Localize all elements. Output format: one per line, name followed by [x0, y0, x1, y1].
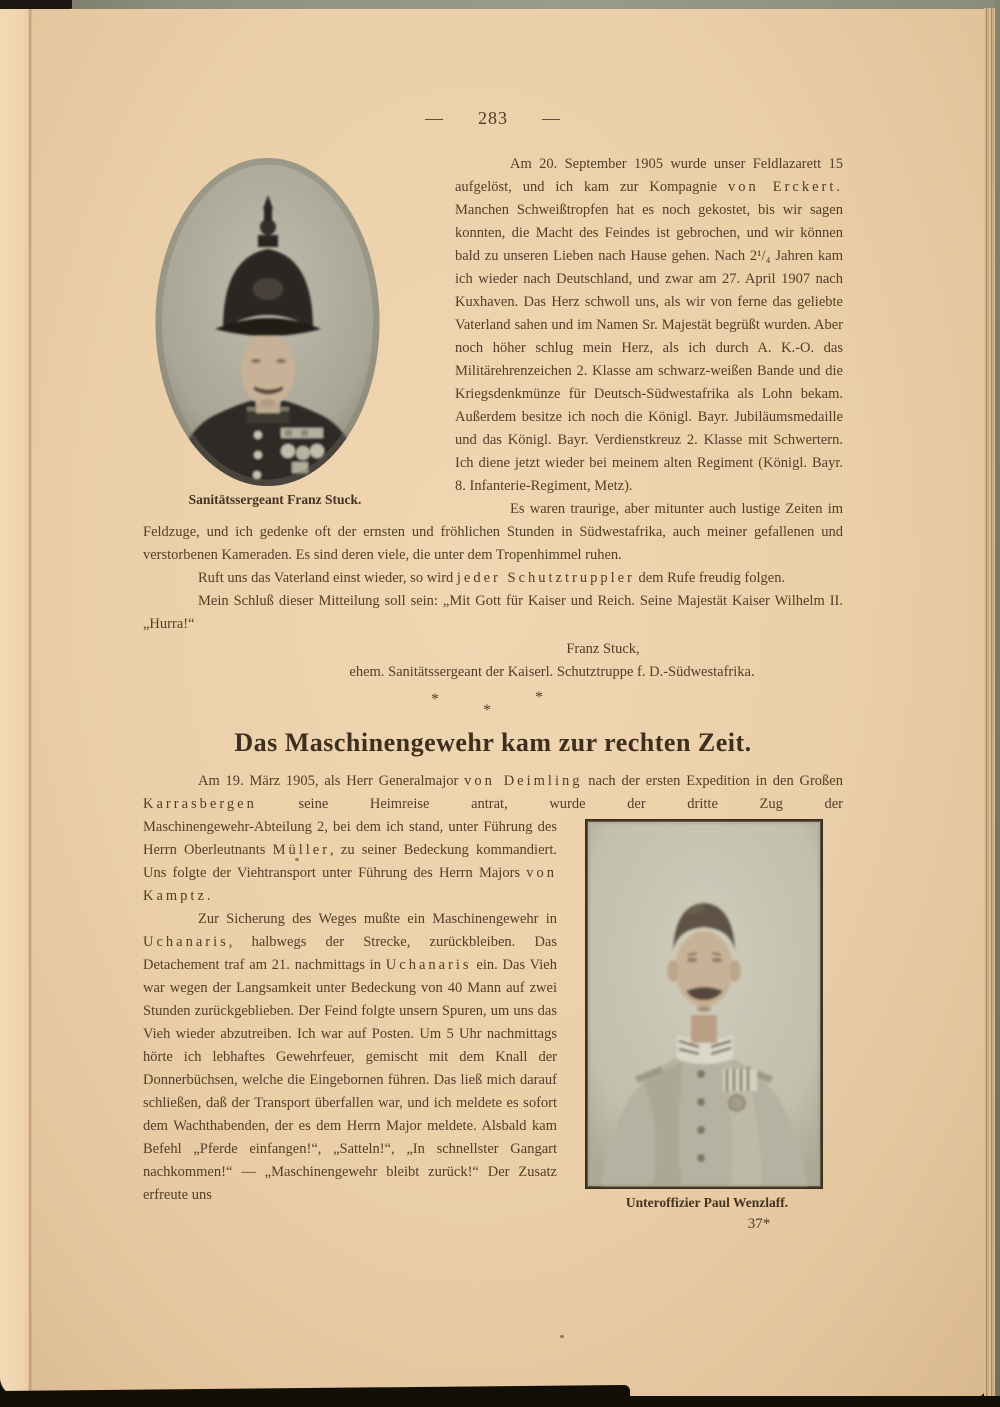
portrait-franz-stuck-photo	[155, 157, 380, 487]
paragraph-5-text: Maschinengewehr-Abteilung 2, bei dem ich stand, unter Führung des Herrn Oberleutnants	[143, 819, 557, 858]
signature-name: Franz Stuck,	[566, 641, 640, 657]
figure-paul-wenzlaff	[571, 819, 843, 1236]
book-edge-bottom	[0, 1396, 1000, 1407]
separator-star: *	[483, 702, 491, 719]
spaced-jeder-schutztruppler: jeder Schutztruppler	[456, 570, 635, 586]
paper-speck	[560, 1335, 564, 1338]
page-content	[143, 9, 843, 1236]
spaced-mueller: Müller	[272, 842, 331, 858]
paragraph-6-text: ein. Das Vieh war wegen der Langsamkeit unter Bedeckung von 40 Mann auf zwei Stunden zurückgeblieben. Der Feind folgte unsern Spuren, um uns das Vieh wieder abzutreiben. Ich war auf Posten. Um 5 Uhr nachmittags hörte ich lebhaftes Gewehrfeuer, gemischt mit dem Knall der Donnerbüchsen, welche die Eingebornen führen. Das ließ mich darauf schließen, daß der Transport überfallen war, und ich meldete es sofort dem Wachthabenden, der es dem Herrn Major meldete. Alsbald kam Befehl „Pferde einfangen!“, „Satteln!“, „In schnellster Gangart nachkommen!“ — „Maschinengewehr bleibt zurück!“ Der Zusatz erfreute uns	[143, 957, 557, 1203]
page-number	[143, 107, 843, 129]
gutter-shade	[0, 9, 30, 1397]
article-heading: Das Maschinengewehr kam zur rechten Zeit.	[234, 728, 752, 757]
paragraph-5-text: .	[206, 888, 211, 904]
paragraph-6-text: , halbwegs der Strecke, zurückbleiben. Das Detachement traf am 21. nachmittags in	[143, 934, 557, 973]
paragraph-1-text: Manchen Schweißtropfen hat es noch gekostet, bis wir sagen konnten, die Macht des Feindes ist gebrochen, und wir können bald zu unseren Lieben nach Hause gehen. Nach 2¹/₄ Jahren kam ich wieder nach Deutschland, und zwar am 27. April 1907 nach Kuxhaven. Das Herz schwoll uns, als wir von ferne das geliebte Vaterland sahen und im Namen Sr. Majestät begrüßt wurden. Aber noch höher schlug mein Herz, als ich durch A. K.-O. das Militärehrenzeichen 2. Klasse am schwarz-weißen Bande und die Kriegsdenkmünze für Deutsch-Südwestafrika als Lohn bekam. Außerdem besitze ich noch die Königl. Bayr. Jubiläumsmedaille und das Königl. Bayr. Verdienstkreuz 2. Klasse mit Schwertern. Ich diene jetzt wieder bei meinem alten Regiment (Königl. Bayr. 8. Infanterie-Regiment, Metz).	[455, 202, 843, 494]
paragraph-3-text: Ruft uns das Vaterland einst wieder, so wird	[198, 570, 457, 586]
paragraph-4: Mein Schluß dieser Mitteilung soll sein: „Mit Gott für Kaiser und Reich. Seine Majestät Kaiser Wilhelm II. „Hurra!“	[143, 593, 843, 632]
portrait-paul-wenzlaff-photo	[585, 819, 823, 1189]
separator-star: *	[535, 689, 543, 706]
paragraph-3-text: dem Rufe freudig folgen.	[634, 570, 786, 586]
spaced-von-kamptz: von Kamptz	[143, 865, 557, 904]
spaced-uchanaris: Uchanaris	[385, 957, 472, 973]
article-franz-stuck	[143, 153, 843, 684]
section-separator	[143, 688, 843, 720]
spaced-von-deimling: von Deimling	[464, 773, 583, 789]
intro-text: Am 19. März 1905, als Herr Generalmajor	[198, 773, 465, 789]
spaced-von-erckert: von Erckert.	[728, 179, 843, 195]
photo-caption-paul-wenzlaff: Unteroffizier Paul Wenzlaff.	[625, 1195, 789, 1210]
paragraph-5-text: , zu seiner Bedeckung kommandiert. Uns folgte der Viehtransport unter Führung des Herrn Majors	[143, 842, 557, 881]
article-body	[143, 816, 843, 1232]
paragraph-6-text: Zur Sicherung des Weges mußte ein Maschinengewehr in	[198, 911, 557, 927]
gutter-fold	[28, 9, 32, 1397]
photo-caption-franz-stuck: Sanitätssergeant Franz Stuck.	[188, 492, 362, 507]
page-number-value: 283	[478, 108, 508, 128]
book-edge-right	[995, 0, 1000, 1407]
article-maschinengewehr	[143, 726, 843, 1232]
page	[0, 9, 985, 1397]
intro-text: nach der ersten Expedition in den Großen	[582, 773, 843, 789]
paragraph-3	[143, 567, 843, 590]
page-number-dash-right: —	[542, 108, 561, 128]
intro-paragraph	[143, 770, 843, 816]
printer-signature-mark: 37*	[747, 1216, 771, 1232]
spaced-karrasbergen: Karrasbergen	[143, 796, 257, 812]
paragraph-1-text: Am 20. September 1905 wurde unser Feldlazarett 15 aufgelöst, und ich kam zur Kompagnie	[455, 156, 843, 195]
page-number-dash-left: —	[425, 108, 444, 128]
paragraph-2: Es waren traurige, aber mitunter auch lustige Zeiten im Feldzuge, und ich gedenke oft der ernsten und fröhlichen Stunden in Südwestafrika, auch meiner gefallenen und verstorbenen Kameraden. Es sind deren viele, die unter dem Tropenhimmel ruhen.	[143, 501, 843, 563]
signature-role: ehem. Sanitätssergeant der Kaiserl. Schutztruppe f. D.-Südwestafrika.	[349, 664, 755, 680]
separator-star: *	[431, 691, 439, 708]
intro-text: seine Heimreise antrat, wurde der dritte Zug der	[256, 796, 843, 812]
spaced-uchanaris: Uchanaris	[143, 934, 229, 950]
figure-franz-stuck	[143, 157, 455, 509]
